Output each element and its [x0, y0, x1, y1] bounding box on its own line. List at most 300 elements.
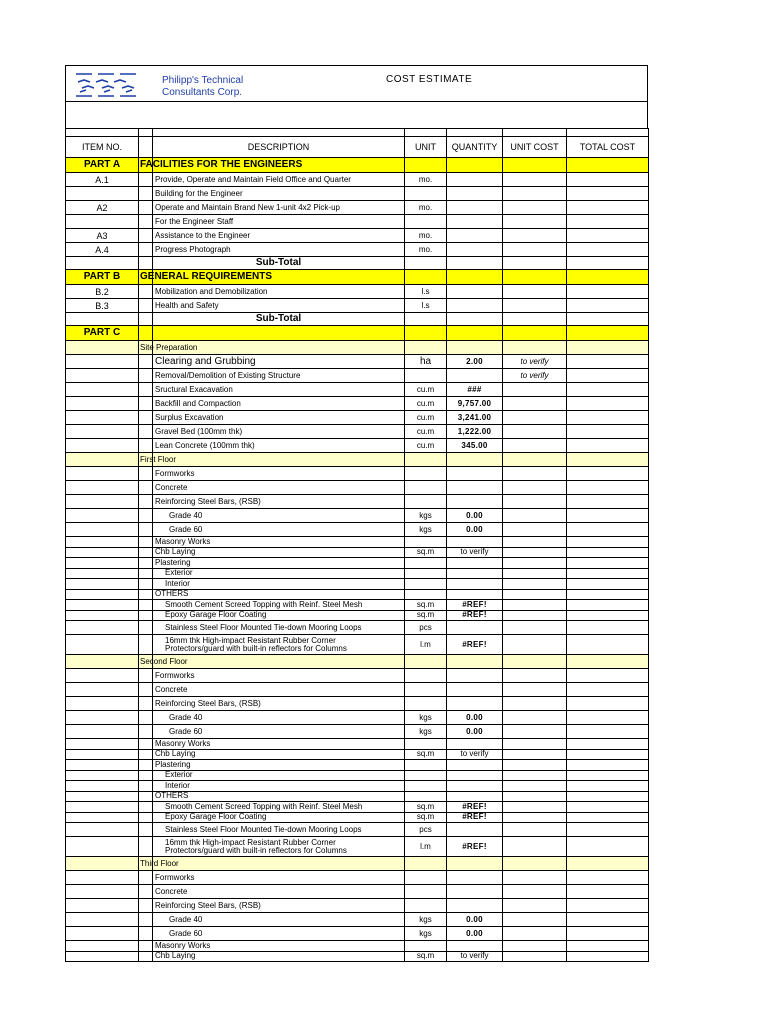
item-no-cell [66, 927, 139, 941]
description-text: Interior [165, 578, 190, 588]
marker-cell [139, 781, 153, 792]
total-cost-cell [567, 823, 649, 837]
description-text: OTHERS [155, 589, 189, 599]
unit-cost-cell [503, 837, 567, 857]
description-text: Concrete [155, 482, 188, 492]
col-header-total-cost: TOTAL COST [567, 137, 649, 158]
description-text: Chb Laying [155, 951, 196, 961]
description-text: Backfill and Compaction [155, 398, 241, 408]
description-text: 16mm thk High-impact Resistant Rubber Corner [165, 635, 336, 645]
unit-cell: mo. [405, 229, 447, 243]
quantity-cell [447, 697, 503, 711]
unit-cost-cell [503, 411, 567, 425]
table-row [66, 781, 649, 792]
table-row [66, 589, 649, 600]
quantity-cell [447, 215, 503, 229]
marker-cell [139, 229, 153, 243]
item-no-cell [66, 411, 139, 425]
description-cell [153, 739, 405, 750]
item-no-cell [66, 871, 139, 885]
item-no-cell [66, 523, 139, 537]
item-no-cell: B.3 [66, 299, 139, 313]
description-cell [153, 299, 405, 313]
unit-cost-cell [503, 610, 567, 621]
total-cost-cell [567, 791, 649, 802]
table-row [66, 951, 649, 962]
marker-cell [139, 600, 153, 611]
table-row [66, 579, 649, 590]
marker-cell [139, 941, 153, 952]
item-no-cell [66, 439, 139, 453]
total-cost-cell [567, 749, 649, 760]
table-row [66, 899, 649, 913]
description-cell [153, 781, 405, 792]
description-cell [153, 285, 405, 299]
description-text: Provide, Operate and Maintain Field Office and Quarter [155, 174, 351, 184]
description-text: Removal/Demolition of Existing Structure [155, 370, 301, 380]
marker-cell [139, 711, 153, 725]
table-row [66, 610, 649, 621]
total-cost-cell [567, 229, 649, 243]
description-text: Stainless Steel Floor Mounted Tie-down Mooring Loops [165, 622, 362, 632]
description-text: Sructural Exacavation [155, 384, 233, 394]
unit-cost-cell [503, 495, 567, 509]
marker-cell [139, 495, 153, 509]
item-no-cell [66, 589, 139, 600]
description-text-line2: Protectors/guard with built-in reflectors for Columns [165, 643, 347, 653]
description-cell [153, 201, 405, 215]
description-cell [140, 270, 405, 285]
item-no-cell [66, 802, 139, 813]
quantity-cell: 0.00 [447, 711, 503, 725]
col-header-quantity: QUANTITY [447, 137, 503, 158]
unit-cell [405, 941, 447, 952]
total-cost-cell [567, 397, 649, 411]
unit-cost-cell [503, 467, 567, 481]
unit-cell [405, 697, 447, 711]
unit-cost-cell [503, 899, 567, 913]
total-cost-cell [567, 425, 649, 439]
unit-cost-cell [503, 669, 567, 683]
document-title: COST ESTIMATE [386, 74, 473, 85]
quantity-cell: #REF! [447, 802, 503, 813]
company-logo-icon [74, 70, 138, 102]
unit-cell [405, 760, 447, 771]
total-cost-cell [567, 158, 649, 173]
unit-cost-cell [503, 509, 567, 523]
total-cost-cell [567, 812, 649, 823]
marker-cell [139, 313, 153, 326]
item-no-cell [66, 837, 139, 857]
table-row [66, 913, 649, 927]
description-text: Grade 40 [169, 712, 203, 722]
quantity-cell: to verify [447, 547, 503, 558]
quantity-cell: 9,757.00 [447, 397, 503, 411]
unit-cost-cell [503, 600, 567, 611]
unit-cost-cell [503, 725, 567, 739]
item-no-cell [66, 899, 139, 913]
table-row [66, 791, 649, 802]
marker-cell [139, 537, 153, 548]
table-row [66, 871, 649, 885]
description-text: Formworks [155, 670, 195, 680]
description-cell [153, 913, 405, 927]
unit-cell: cu.m [405, 425, 447, 439]
total-cost-cell [567, 355, 649, 369]
company-name-line2: Consultants Corp. [162, 87, 243, 98]
unit-cell [405, 770, 447, 781]
section-row [66, 655, 649, 669]
unit-cell [405, 453, 447, 467]
table-row [66, 215, 649, 229]
description-text: Interior [165, 780, 190, 790]
description-text: Grade 40 [169, 914, 203, 924]
marker-cell [139, 802, 153, 813]
total-cost-cell [567, 610, 649, 621]
unit-cost-cell [503, 683, 567, 697]
unit-cost-cell [503, 711, 567, 725]
unit-cost-cell [503, 568, 567, 579]
total-cost-cell [567, 243, 649, 257]
unit-cell [405, 655, 447, 669]
table-row [66, 812, 649, 823]
marker-cell [139, 215, 153, 229]
item-no-cell [66, 313, 139, 326]
marker-cell [139, 383, 153, 397]
description-text: Epoxy Garage Floor Coating [165, 610, 267, 620]
description-text: Progress Photograph [155, 244, 231, 254]
table-row [66, 927, 649, 941]
unit-cost-cell [503, 383, 567, 397]
unit-cell [405, 467, 447, 481]
description-text: Reinforcing Steel Bars, (RSB) [155, 900, 261, 910]
description-cell [153, 397, 405, 411]
item-no-cell [66, 621, 139, 635]
quantity-cell [447, 158, 503, 173]
marker-cell [139, 823, 153, 837]
marker-cell [139, 951, 153, 962]
item-no-cell [66, 725, 139, 739]
unit-cost-cell [503, 739, 567, 750]
quantity-cell: #REF! [447, 635, 503, 655]
table-row [66, 760, 649, 771]
total-cost-cell [567, 711, 649, 725]
table-row [66, 558, 649, 569]
table-row [66, 411, 649, 425]
table-row [66, 802, 649, 813]
description-text: Exterior [165, 770, 193, 780]
quantity-cell [447, 229, 503, 243]
unit-cost-cell [503, 537, 567, 548]
unit-cell: kgs [405, 509, 447, 523]
description-cell [140, 341, 405, 355]
unit-cost-cell [503, 589, 567, 600]
item-no-cell: A2 [66, 201, 139, 215]
unit-cell [405, 885, 447, 899]
quantity-cell: #REF! [447, 812, 503, 823]
total-cost-cell [567, 589, 649, 600]
total-cost-cell [567, 871, 649, 885]
description-text: Clearing and Grubbing [155, 355, 256, 367]
description-cell [153, 927, 405, 941]
marker-cell [139, 791, 153, 802]
table-row [66, 201, 649, 215]
total-cost-cell [567, 725, 649, 739]
quantity-cell [447, 568, 503, 579]
quantity-cell: #REF! [447, 600, 503, 611]
description-cell [153, 823, 405, 837]
item-no-cell [66, 951, 139, 962]
marker-cell [139, 523, 153, 537]
total-cost-cell [567, 669, 649, 683]
table-row [66, 600, 649, 611]
description-text: Smooth Cement Screed Topping with Reinf. Steel Mesh [165, 599, 363, 609]
item-no-cell [66, 425, 139, 439]
section-row [66, 857, 649, 871]
description-cell [153, 257, 405, 270]
unit-cost-cell [503, 770, 567, 781]
company-name [162, 75, 243, 99]
description-cell [153, 589, 405, 600]
unit-cost-cell: to verify [503, 355, 567, 369]
unit-cost-cell [503, 857, 567, 871]
table-row [66, 697, 649, 711]
table-row [66, 711, 649, 725]
quantity-cell [447, 781, 503, 792]
unit-cost-cell [503, 558, 567, 569]
description-cell [153, 770, 405, 781]
unit-cell [405, 568, 447, 579]
item-no-cell [66, 481, 139, 495]
item-no-cell: PART C [66, 326, 139, 341]
table-row [66, 669, 649, 683]
unit-cost-cell [503, 229, 567, 243]
quantity-cell: #REF! [447, 837, 503, 857]
quantity-cell [447, 537, 503, 548]
marker-cell [139, 739, 153, 750]
unit-cost-cell [503, 781, 567, 792]
marker-cell [139, 812, 153, 823]
description-text: For the Engineer Staff [155, 216, 234, 226]
marker-cell [139, 568, 153, 579]
item-no-cell [66, 885, 139, 899]
marker-cell [139, 187, 153, 201]
table-row [66, 369, 649, 383]
section-row [66, 453, 649, 467]
unit-cell: sq.m [405, 600, 447, 611]
unit-cell: sq.m [405, 951, 447, 962]
table-row [66, 770, 649, 781]
quantity-cell [447, 760, 503, 771]
table-row [66, 621, 649, 635]
item-no-cell [66, 781, 139, 792]
unit-cost-cell [503, 158, 567, 173]
description-cell [153, 683, 405, 697]
total-cost-cell [567, 913, 649, 927]
marker-cell [139, 299, 153, 313]
unit-cost-cell [503, 453, 567, 467]
description-cell [153, 173, 405, 187]
quantity-cell: 345.00 [447, 439, 503, 453]
unit-cost-cell [503, 187, 567, 201]
quantity-cell: 1,222.00 [447, 425, 503, 439]
quantity-cell: to verify [447, 749, 503, 760]
item-no-cell: PART A [66, 158, 139, 173]
unit-cost-cell [503, 760, 567, 771]
item-no-cell: B.2 [66, 285, 139, 299]
item-no-cell [66, 453, 139, 467]
table-row [66, 299, 649, 313]
unit-cost-cell [503, 635, 567, 655]
description-cell [153, 941, 405, 952]
unit-cell: kgs [405, 927, 447, 941]
marker-cell [139, 635, 153, 655]
total-cost-cell [567, 568, 649, 579]
quantity-cell [447, 770, 503, 781]
quantity-cell [447, 579, 503, 590]
part-header-row [66, 326, 649, 341]
unit-cost-cell [503, 579, 567, 590]
description-cell [153, 610, 405, 621]
marker-cell [139, 589, 153, 600]
description-cell [140, 857, 405, 871]
description-cell [153, 621, 405, 635]
item-no-cell [66, 579, 139, 590]
unit-cost-cell [503, 173, 567, 187]
description-text: Sub-Total [255, 257, 302, 268]
unit-cost-cell [503, 812, 567, 823]
quantity-cell [447, 270, 503, 285]
table-row [66, 229, 649, 243]
unit-cell [405, 481, 447, 495]
marker-cell [139, 760, 153, 771]
marker-cell [139, 397, 153, 411]
unit-cost-cell [503, 927, 567, 941]
description-cell [153, 509, 405, 523]
marker-cell [139, 355, 153, 369]
item-no-cell [66, 812, 139, 823]
description-text: Gravel Bed (100mm thk) [155, 426, 243, 436]
marker-cell [139, 201, 153, 215]
description-text: Exterior [165, 568, 193, 578]
item-no-cell [66, 369, 139, 383]
item-no-cell [66, 257, 139, 270]
total-cost-cell [567, 941, 649, 952]
total-cost-cell [567, 558, 649, 569]
total-cost-cell [567, 495, 649, 509]
total-cost-cell [567, 270, 649, 285]
description-text: FACILITIES FOR THE ENGINEERS [140, 159, 303, 170]
total-cost-cell [567, 547, 649, 558]
item-no-cell [66, 913, 139, 927]
marker-cell [139, 610, 153, 621]
description-text: Plastering [155, 759, 191, 769]
table-row [66, 523, 649, 537]
description-cell [153, 411, 405, 425]
description-text: Masonry Works [155, 536, 211, 546]
table-row [66, 568, 649, 579]
unit-cell [405, 791, 447, 802]
quantity-cell [447, 941, 503, 952]
description-cell [153, 669, 405, 683]
unit-cell: sq.m [405, 802, 447, 813]
table-row [66, 823, 649, 837]
unit-cost-cell [503, 749, 567, 760]
quantity-cell [447, 558, 503, 569]
description-text: Assistance to the Engineer [155, 230, 251, 240]
description-text: First Floor [140, 454, 176, 464]
total-cost-cell [567, 802, 649, 813]
description-cell [140, 453, 405, 467]
unit-cell [405, 313, 447, 326]
description-text: Plastering [155, 557, 191, 567]
table-row [66, 243, 649, 257]
total-cost-cell [567, 201, 649, 215]
table-row [66, 467, 649, 481]
unit-cell: pcs [405, 823, 447, 837]
description-text: Lean Concrete (100mm thk) [155, 440, 255, 450]
unit-cell: mo. [405, 243, 447, 257]
description-cell [153, 355, 405, 369]
description-cell [153, 243, 405, 257]
description-cell [153, 951, 405, 962]
marker-cell [139, 927, 153, 941]
quantity-cell [447, 857, 503, 871]
item-no-cell [66, 610, 139, 621]
unit-cost-cell [503, 285, 567, 299]
description-cell [140, 655, 405, 669]
description-text: Surplus Excavation [155, 412, 224, 422]
unit-cost-cell [503, 439, 567, 453]
item-no-cell [66, 537, 139, 548]
total-cost-cell [567, 481, 649, 495]
total-cost-cell [567, 655, 649, 669]
unit-cell [405, 781, 447, 792]
description-text: Grade 60 [169, 524, 203, 534]
table-row [66, 509, 649, 523]
description-text: Formworks [155, 872, 195, 882]
item-no-cell [66, 558, 139, 569]
unit-cell [405, 187, 447, 201]
cost-table [65, 128, 649, 962]
table-row [66, 173, 649, 187]
item-no-cell [66, 355, 139, 369]
item-no-cell [66, 823, 139, 837]
unit-cell [405, 257, 447, 270]
description-text: Third Floor [140, 858, 179, 868]
total-cost-cell [567, 299, 649, 313]
unit-cost-cell [503, 313, 567, 326]
item-no-cell [66, 655, 139, 669]
table-row [66, 837, 649, 857]
total-cost-cell [567, 781, 649, 792]
unit-cell: kgs [405, 711, 447, 725]
total-cost-cell [567, 537, 649, 548]
unit-cell [405, 495, 447, 509]
total-cost-cell [567, 837, 649, 857]
marker-cell [139, 509, 153, 523]
description-cell [153, 383, 405, 397]
quantity-cell [447, 621, 503, 635]
description-cell [153, 187, 405, 201]
total-cost-cell [567, 467, 649, 481]
description-cell [153, 600, 405, 611]
description-cell [153, 229, 405, 243]
table-row [66, 885, 649, 899]
unit-cost-cell [503, 802, 567, 813]
quantity-cell [447, 243, 503, 257]
quantity-cell: 3,241.00 [447, 411, 503, 425]
